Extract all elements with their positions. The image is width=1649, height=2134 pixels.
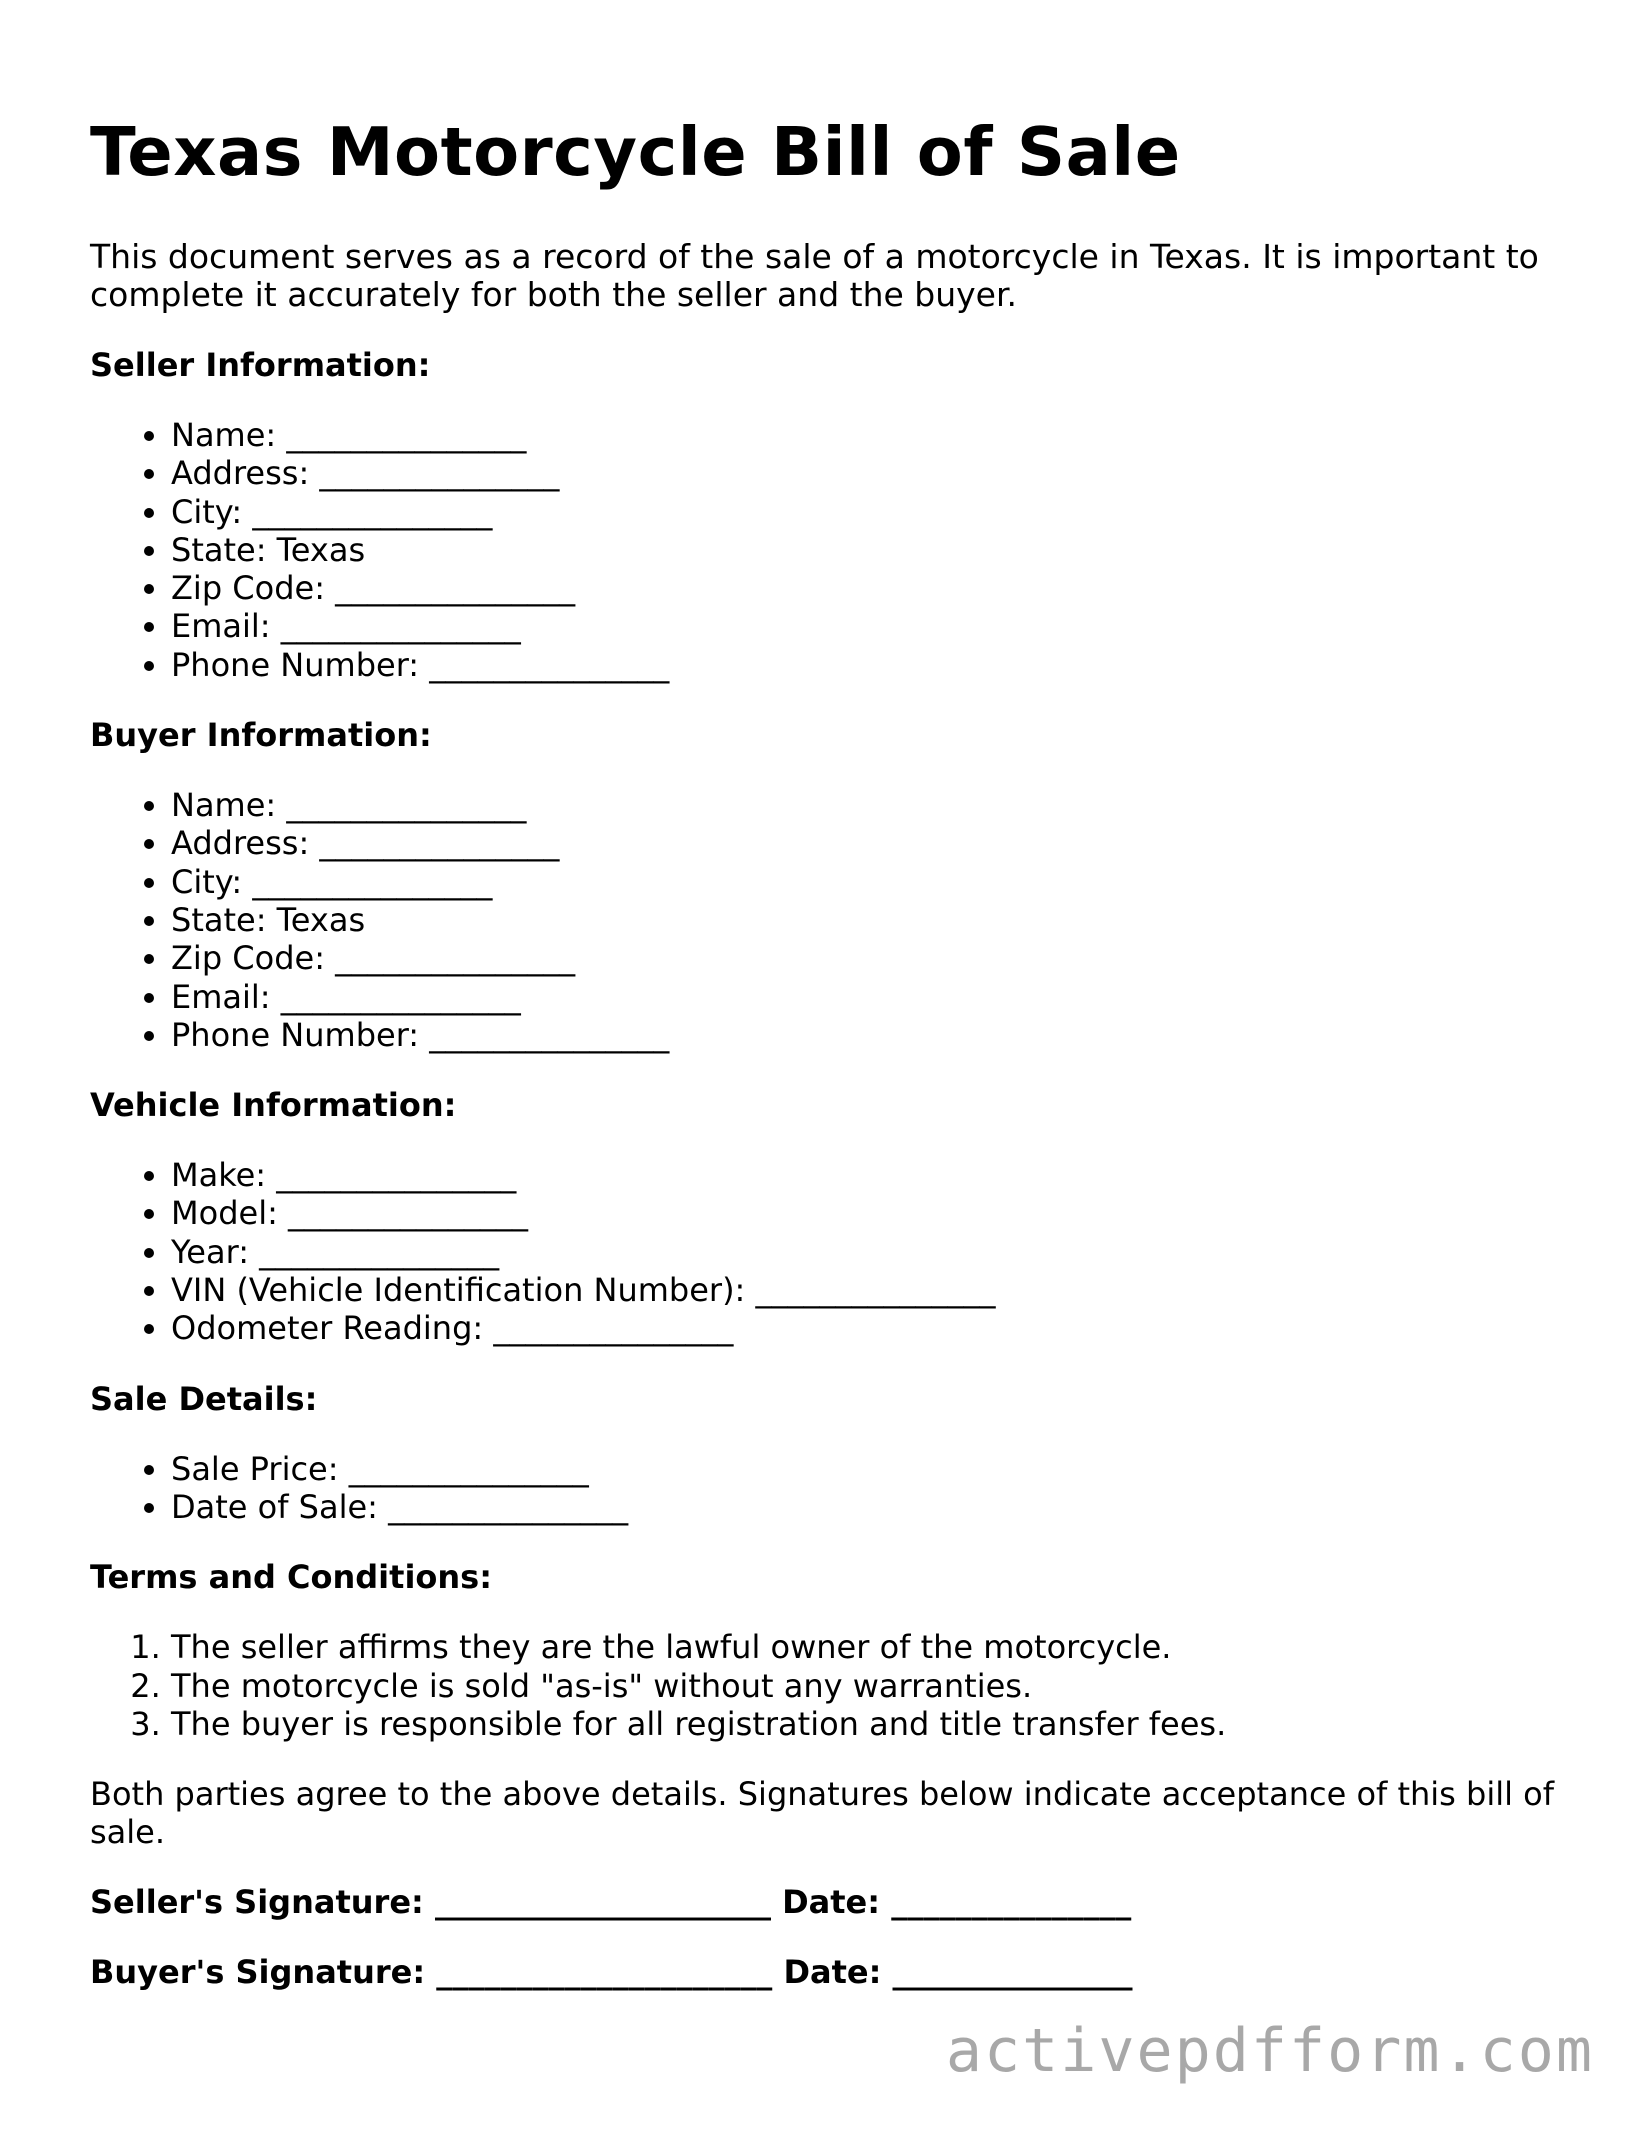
terms-heading: Terms and Conditions: (90, 1558, 493, 1597)
closing-paragraph: Both parties agree to the above details. Signatures below indicate acceptance of this bill of sale. (90, 1775, 1555, 1852)
seller-signature-line: Seller's Signature: _____________________ Date: _______________ (90, 1883, 1132, 1922)
seller-phone-field: • Phone Number: _______________ (171, 646, 1560, 684)
buyer-address-field: • Address: _______________ (171, 824, 1560, 862)
buyer-phone-field: • Phone Number: _______________ (171, 1016, 1560, 1054)
terms-list (90, 1628, 1560, 1743)
buyer-email-field: • Email: _______________ (171, 978, 1560, 1016)
vehicle-model-field: • Model: _______________ (171, 1194, 1560, 1232)
vehicle-vin-field: • VIN (Vehicle Identification Number): _______________ (171, 1271, 1560, 1309)
buyer-city-field: • City: _______________ (171, 863, 1560, 901)
seller-address-field: • Address: _______________ (171, 454, 1560, 492)
vehicle-heading: Vehicle Information: (90, 1086, 457, 1125)
sale-date-field: • Date of Sale: _______________ (171, 1488, 1560, 1526)
terms-item: 1. The seller affirms they are the lawful owner of the motorcycle. (171, 1628, 1560, 1666)
sale-price-field: • Sale Price: _______________ (171, 1450, 1560, 1488)
intro-paragraph: This document serves as a record of the sale of a motorcycle in Texas. It is important to complete it accurately for both the seller and the buyer. (90, 237, 1539, 314)
buyer-state-field: • State: Texas (171, 901, 1560, 939)
seller-list (90, 416, 1560, 684)
buyer-name-field: • Name: _______________ (171, 786, 1560, 824)
document-title: Texas Motorcycle Bill of Sale (90, 113, 1181, 191)
seller-state-field: • State: Texas (171, 531, 1560, 569)
seller-city-field: • City: _______________ (171, 493, 1560, 531)
vehicle-make-field: • Make: _______________ (171, 1156, 1560, 1194)
seller-name-field: • Name: _______________ (171, 416, 1560, 454)
buyer-signature-line: Buyer's Signature: _____________________ Date: _______________ (90, 1953, 1133, 1992)
terms-item: 2. The motorcycle is sold "as-is" without any warranties. (171, 1667, 1560, 1705)
sale-heading: Sale Details: (90, 1379, 318, 1418)
watermark: activepdfform.com (945, 2016, 1594, 2086)
buyer-heading: Buyer Information: (90, 716, 432, 755)
buyer-list (90, 786, 1560, 1054)
vehicle-odometer-field: • Odometer Reading: _______________ (171, 1309, 1560, 1347)
vehicle-list (90, 1156, 1560, 1347)
sale-list (90, 1450, 1560, 1527)
seller-zip-field: • Zip Code: _______________ (171, 569, 1560, 607)
document-page (90, 112, 1560, 1991)
buyer-zip-field: • Zip Code: _______________ (171, 939, 1560, 977)
seller-email-field: • Email: _______________ (171, 607, 1560, 645)
seller-heading: Seller Information: (90, 346, 431, 384)
vehicle-year-field: • Year: _______________ (171, 1233, 1560, 1271)
terms-item: 3. The buyer is responsible for all registration and title transfer fees. (171, 1705, 1560, 1743)
